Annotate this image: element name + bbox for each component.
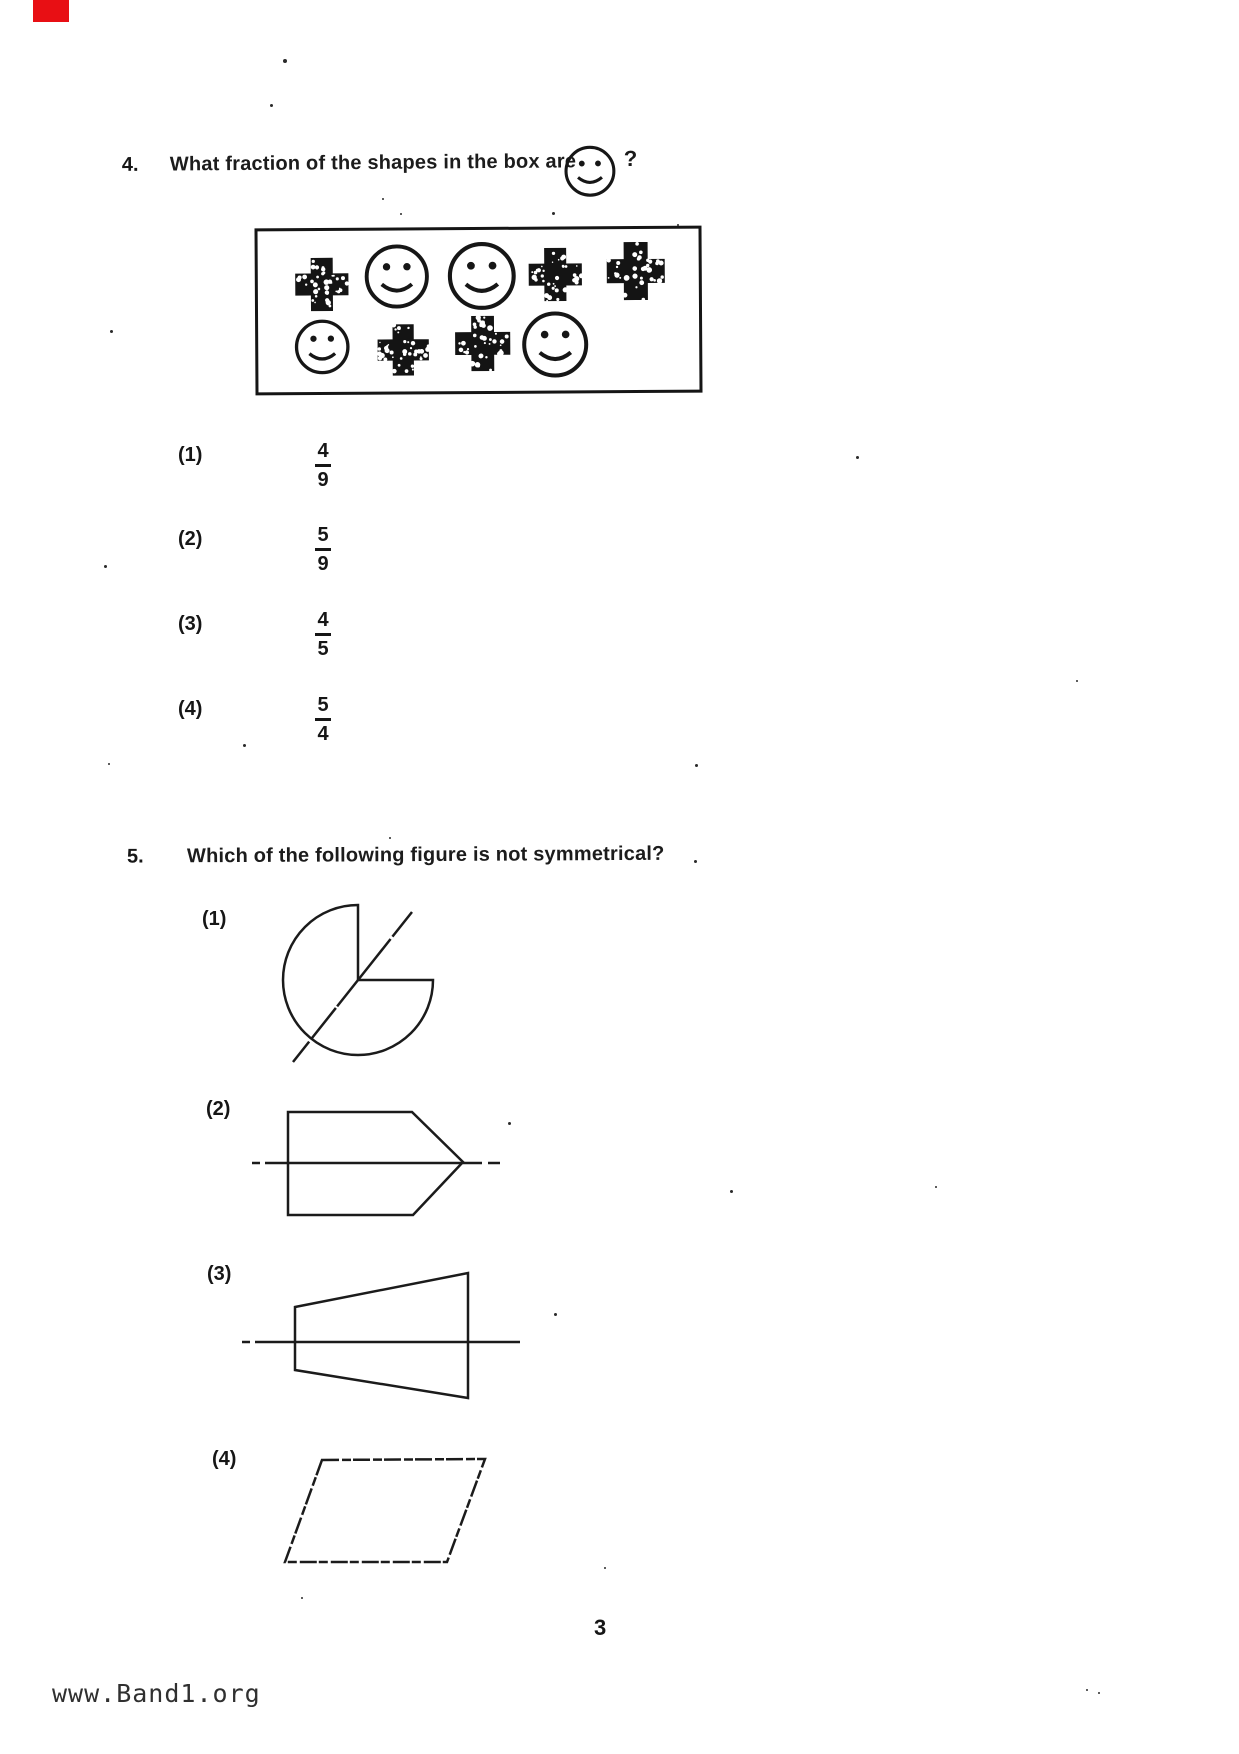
figure-three-quarter-circle <box>275 895 445 1075</box>
question-text: Which of the following figure is not symmetrical? <box>186 842 665 868</box>
question-number: 5. <box>126 845 144 868</box>
fraction-denominator: 9 <box>317 552 329 575</box>
scan-speck <box>508 1122 511 1125</box>
fraction-bar <box>315 548 331 551</box>
scan-speck <box>730 1190 733 1193</box>
fraction-numerator: 5 <box>317 694 329 716</box>
question-4 <box>0 143 1239 213</box>
smiley-face-icon <box>363 242 431 310</box>
smiley-face-icon <box>563 144 617 198</box>
speckled-cross-icon <box>528 246 583 302</box>
scan-speck <box>389 837 391 839</box>
answer-option-4 <box>0 694 400 768</box>
scan-speck <box>1076 680 1078 682</box>
smiley-face-icon <box>520 309 590 379</box>
option-label: (1) <box>202 908 227 930</box>
smiley-face-icon <box>446 240 518 312</box>
scan-speck <box>1098 1692 1100 1694</box>
figure-trapezium <box>240 1262 540 1407</box>
footer-url: www.Band1.org <box>52 1679 261 1708</box>
figure-parallelogram <box>265 1445 500 1575</box>
fraction-bar <box>315 718 331 721</box>
fraction-bar <box>315 464 331 467</box>
fraction-denominator: 5 <box>317 637 329 660</box>
question-number: 4. <box>121 153 139 176</box>
speckled-cross-icon <box>371 323 435 376</box>
fraction-bar <box>315 633 331 636</box>
page-number: 3 <box>594 1615 607 1640</box>
answer-option-2 <box>0 524 400 598</box>
scan-speck <box>695 764 698 767</box>
fraction-value <box>312 440 334 491</box>
answer-option-3 <box>0 609 400 683</box>
option-label: (4) <box>212 1448 237 1470</box>
scan-speck <box>1086 1689 1088 1691</box>
scan-speck <box>270 104 273 107</box>
option-label: (3) <box>207 1263 232 1285</box>
fraction-value <box>312 609 334 660</box>
fraction-numerator: 5 <box>317 524 329 546</box>
fraction-numerator: 4 <box>317 440 329 462</box>
fraction-value <box>312 694 334 745</box>
option-label: (1) <box>178 444 203 466</box>
question-mark-text: ? <box>623 145 638 171</box>
scan-speck <box>382 198 384 200</box>
red-scan-mark <box>33 0 69 22</box>
fraction-denominator: 4 <box>317 722 329 745</box>
fraction-denominator: 9 <box>317 468 329 491</box>
speckled-cross-icon <box>293 257 351 312</box>
scan-speck <box>243 744 246 747</box>
speckled-cross-icon <box>605 241 667 301</box>
question-5 <box>0 840 1239 886</box>
scan-speck <box>108 763 110 765</box>
scan-speck <box>554 1313 557 1316</box>
figure-pentagon-arrow <box>250 1095 505 1230</box>
fraction-numerator: 4 <box>317 609 329 631</box>
scan-speck <box>552 212 555 215</box>
scan-speck <box>110 330 113 333</box>
scan-speck <box>604 1567 606 1569</box>
scan-speck <box>856 456 859 459</box>
scan-speck <box>400 213 402 215</box>
scan-speck <box>104 565 107 568</box>
question-text: What fraction of the shapes in the box are <box>169 150 577 176</box>
option-label: (2) <box>206 1098 231 1120</box>
scan-speck <box>283 59 287 63</box>
scan-speck <box>677 224 679 226</box>
option-label: (2) <box>178 528 203 550</box>
smiley-face-icon <box>293 318 351 376</box>
scan-speck <box>301 1597 303 1599</box>
answer-option-1 <box>0 440 400 514</box>
shapes-box <box>254 226 702 396</box>
option-label: (3) <box>178 613 203 635</box>
scan-speck <box>935 1186 937 1188</box>
option-label: (4) <box>178 698 203 720</box>
scan-speck <box>694 860 697 863</box>
speckled-cross-icon <box>450 315 515 372</box>
fraction-value <box>312 524 334 575</box>
